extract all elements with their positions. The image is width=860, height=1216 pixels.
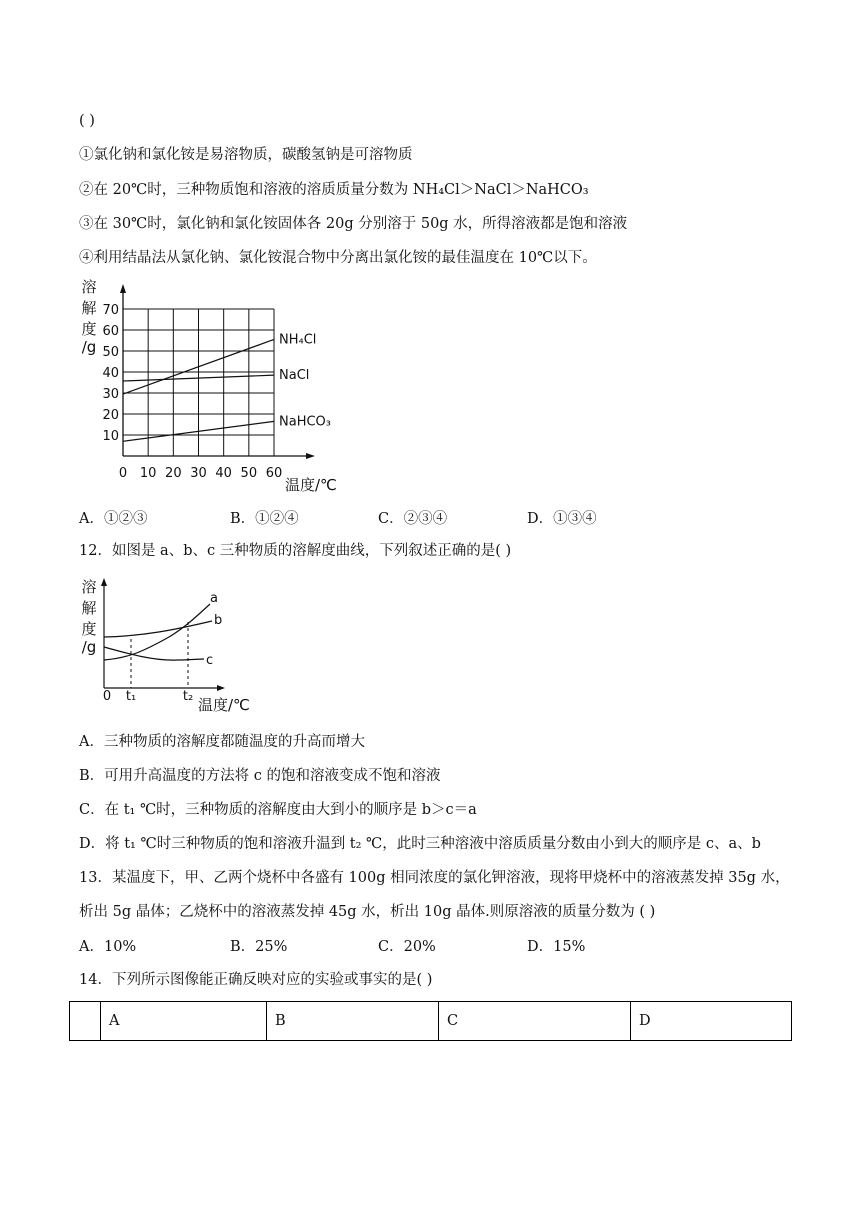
series-labels	[279, 332, 331, 429]
q11-choice-a[interactable]: A．①②③	[79, 511, 148, 527]
y-axis-arrow	[101, 578, 107, 586]
table-cell-a: A	[101, 1002, 267, 1041]
q11-statement-3: ③在 30℃时，氯化钠和氯化铵固体各 20g 分别溶于 50g 水，所得溶液都是饱和溶液	[79, 216, 628, 232]
q11-solubility-chart	[74, 275, 364, 497]
y-axis-label	[81, 578, 96, 656]
q12-stem: 12．如图是 a、b、c 三种物质的溶解度曲线，下列叙述正确的是( )	[79, 543, 512, 559]
q12-option-d[interactable]: D．将 t₁ ℃时三种物质的饱和溶液升温到 t₂ ℃，此时三种溶液中溶质质量分数由小到大的顺序是 c、a、b	[79, 836, 761, 852]
x-axis-arrow	[217, 685, 225, 691]
series-label: NaHCO₃	[279, 414, 331, 430]
y-axis-label	[81, 278, 96, 356]
table-cell-b: B	[267, 1002, 439, 1041]
x-tick-label: 0	[118, 466, 128, 481]
q11-choice-b[interactable]: B．①②④	[230, 511, 299, 527]
q14-stem: 14．下列所示图像能正确反映对应的实验或事实的是( )	[79, 972, 433, 988]
y-axis-arrow	[120, 284, 126, 293]
table-row	[70, 1002, 792, 1041]
y-tick-label: 40	[102, 366, 119, 381]
y-label-char: 溶	[81, 278, 97, 296]
q12-option-a[interactable]: A．三种物质的溶解度都随温度的升高而增大	[79, 734, 365, 750]
q13-choice-a[interactable]: A．10%	[79, 939, 137, 955]
curve-b	[104, 621, 212, 637]
q14-answer-table	[69, 1001, 792, 1041]
y-tick-label: 60	[102, 324, 119, 339]
q13-stem-line-2: 析出 5g 晶体；乙烧杯中的溶液蒸发掉 45g 水，析出 10g 晶体.则原溶液的质量分数为 ( )	[79, 904, 656, 920]
q11-statement-2: ②在 20℃时，三种物质饱和溶液的溶质质量分数为 NH₄Cl＞NaCl＞NaHCO₃	[79, 182, 589, 198]
q11-choices	[79, 507, 779, 527]
q13-choice-b[interactable]: B．25%	[230, 939, 288, 955]
q12-solubility-chart	[74, 575, 264, 720]
table-cell-c: C	[439, 1002, 631, 1041]
x-axis-label: 温度/℃	[198, 696, 250, 714]
q11-statement-4: ④利用结晶法从氯化钠、氯化铵混合物中分离出氯化铵的最佳温度在 10℃以下。	[79, 250, 597, 266]
y-tick-label: 50	[102, 345, 119, 360]
grid	[123, 309, 274, 456]
x-tick-label: t₂	[182, 689, 194, 704]
x-tick-label: t₁	[125, 689, 137, 704]
q12-option-b[interactable]: B．可用升高温度的方法将 c 的饱和溶液变成不饱和溶液	[79, 768, 441, 784]
y-label-char: 度	[81, 620, 97, 638]
y-label-char: /g	[81, 638, 97, 656]
table-cell-blank	[70, 1002, 101, 1041]
y-tick-label: 70	[102, 303, 119, 318]
q13-stem-line-1: 13．某温度下，甲、乙两个烧杯中各盛有 100g 相同浓度的氯化钾溶液，现将甲烧杯中的溶液蒸发掉 35g 水，	[79, 870, 790, 886]
y-tick-label: 20	[102, 408, 119, 423]
q11-paren: ( )	[79, 113, 95, 129]
series-label-b: b	[214, 613, 223, 628]
x-tick-label: 50	[240, 466, 258, 481]
x-tick-label: 0	[102, 689, 112, 704]
x-tick-label: 30	[190, 466, 207, 481]
y-tick-label: 30	[102, 387, 119, 402]
x-tick-label: 60	[265, 466, 283, 481]
series-label: NH₄Cl	[279, 332, 317, 348]
y-tick-label: 10	[102, 429, 119, 444]
q11-statement-1: ①氯化钠和氯化铵是易溶物质，碳酸氢钠是可溶物质	[79, 147, 413, 163]
x-axis-label: 温度/℃	[285, 476, 337, 494]
series-label-c: c	[206, 653, 214, 668]
y-label-char: 解	[81, 299, 97, 317]
x-tick-label: 40	[215, 466, 232, 481]
x-axis-arrow	[306, 453, 315, 459]
q13-choice-d[interactable]: D．15%	[527, 939, 586, 955]
x-tick-label: 20	[165, 466, 182, 481]
q11-choice-d[interactable]: D．①③④	[527, 511, 597, 527]
q12-option-c[interactable]: C．在 t₁ ℃时，三种物质的溶解度由大到小的顺序是 b＞c＝a	[79, 802, 477, 818]
q11-choice-c[interactable]: C．②③④	[378, 511, 448, 527]
y-label-char: 溶	[81, 578, 97, 596]
y-label-char: 度	[81, 320, 97, 338]
y-label-char: /g	[81, 338, 97, 356]
series-label: NaCl	[279, 368, 310, 384]
table-cell-d: D	[631, 1002, 792, 1041]
x-tick-label: 10	[139, 466, 157, 481]
q13-choice-c[interactable]: C．20%	[378, 939, 436, 955]
y-label-char: 解	[81, 599, 97, 617]
q13-choices	[79, 935, 779, 955]
series-label-a: a	[210, 591, 218, 606]
